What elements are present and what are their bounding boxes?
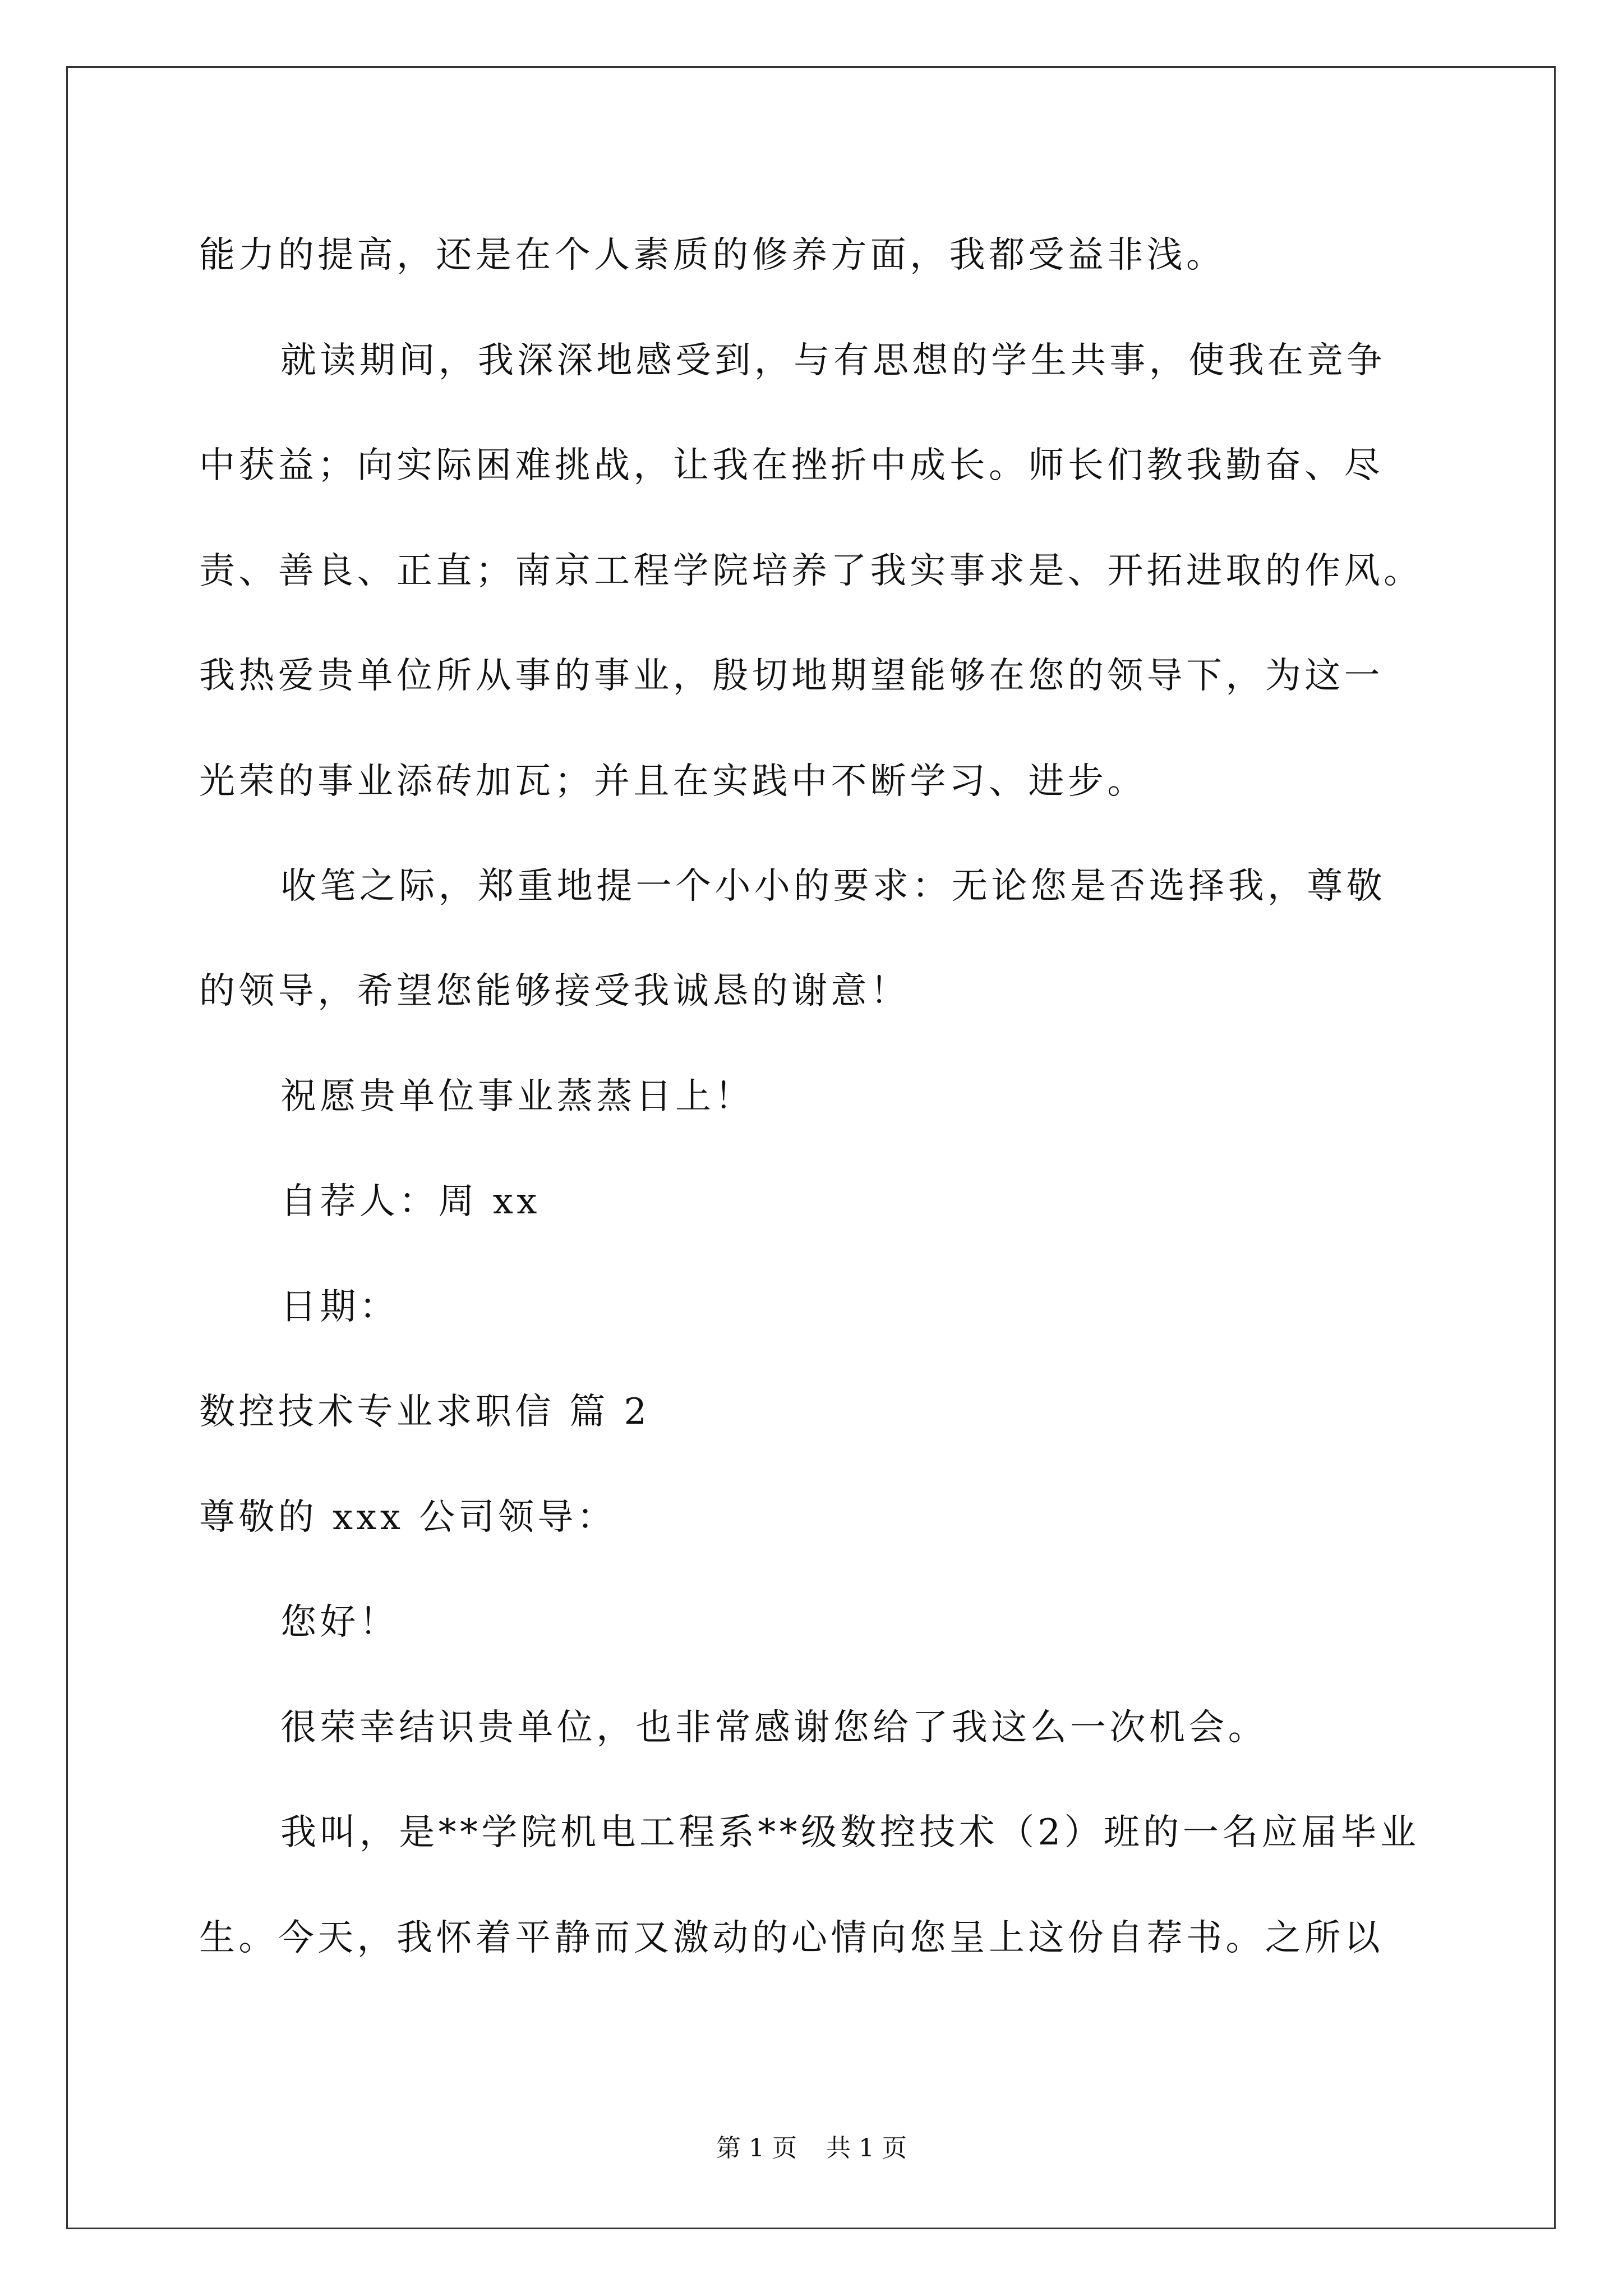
paragraph-line: 收笔之际，郑重地提一个小小的要求：无论您是否选择我，尊敬	[280, 866, 1386, 907]
greeting: 您好！	[280, 1602, 399, 1643]
paragraph-line: 中获益；向实际困难挑战，让我在挫折中成长。师长们教我勤奋、尽	[199, 445, 1384, 486]
paragraph-line: 很荣幸结识贵单位，也非常感谢您给了我这么一次机会。	[280, 1707, 1267, 1749]
paragraph-line: 的领导，希望您能够接受我诚恳的谢意！	[199, 970, 910, 1012]
paragraph-line: 我叫，是**学院机电工程系**级数控技术（2）班的一名应届毕业	[280, 1812, 1420, 1853]
page-border	[66, 66, 1556, 2229]
paragraph-line: 责、善良、正直；南京工程学院培养了我实事求是、开拓进取的作风。	[199, 550, 1423, 592]
paragraph-line: 生。今天，我怀着平静而又激动的心情向您呈上这份自荐书。之所以	[199, 1917, 1384, 1959]
page-footer	[0, 2132, 1623, 2165]
page-total: 共 1 页	[826, 2134, 907, 2162]
paragraph-line: 就读期间，我深深地感受到，与有思想的学生共事，使我在竞争	[280, 340, 1386, 381]
date-line: 日期：	[280, 1286, 399, 1328]
section-title: 数控技术专业求职信 篇 2	[199, 1391, 651, 1433]
page-number: 第 1 页	[716, 2134, 797, 2162]
signature-line: 自荐人：周 xx	[280, 1181, 541, 1222]
paragraph-line: 光荣的事业添砖加瓦；并且在实践中不断学习、进步。	[199, 761, 1147, 802]
paragraph-line: 我热爱贵单位所从事的事业，殷切地期望能够在您的领导下，为这一	[199, 655, 1384, 697]
salutation: 尊敬的 xxx 公司领导：	[199, 1497, 617, 1538]
paragraph-line: 能力的提高，还是在个人素质的修养方面，我都受益非浅。	[199, 234, 1226, 276]
closing-wish: 祝愿贵单位事业蒸蒸日上！	[280, 1076, 754, 1117]
